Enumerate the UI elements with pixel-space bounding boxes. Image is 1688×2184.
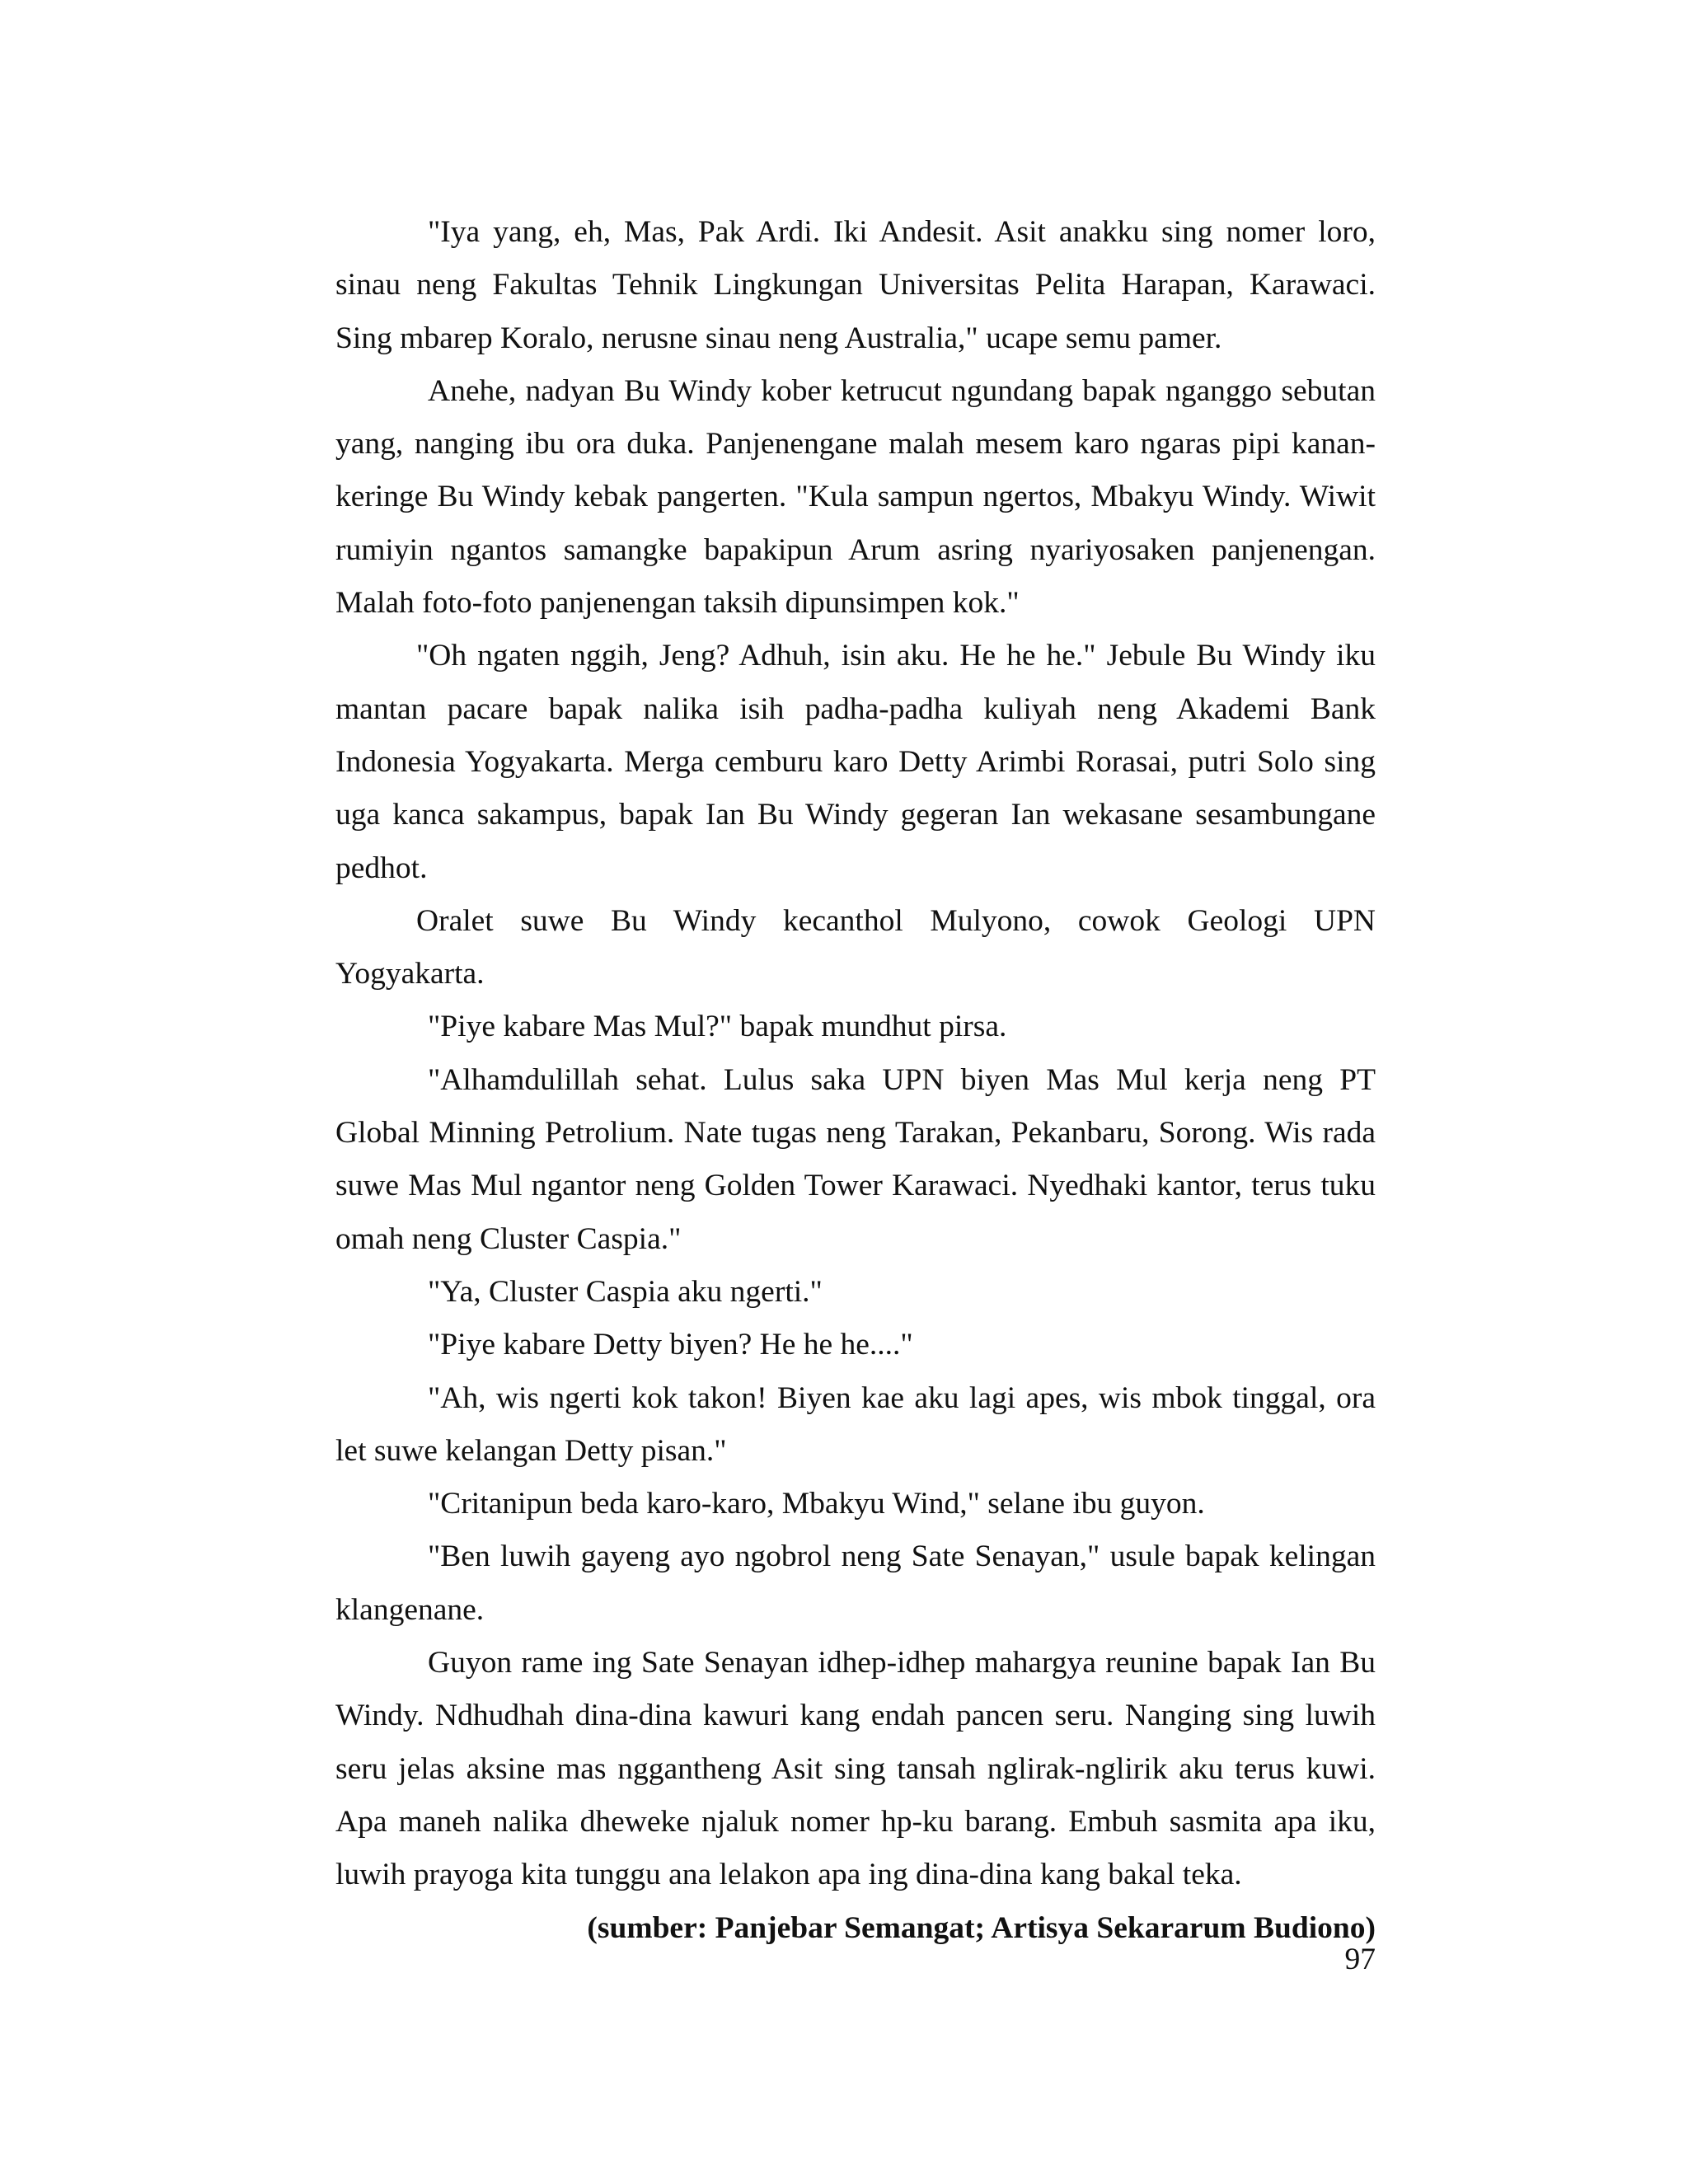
paragraph: "Ya, Cluster Caspia aku ngerti." [428,1274,823,1309]
paragraph: "Alhamdulillah sehat. Lulus saka UPN biyen Mas Mul kerja neng PT Global Minning Petrolium. Nate tugas neng Tarakan, Pekanbaru, Sorong. Wis rada suwe Mas Mul ngantor neng Golden Tower Karawaci. Nyedhaki kantor, terus tuku omah neng Cluster Caspia." [335,1062,1376,1256]
paragraph: "Critanipun beda karo-karo, Mbakyu Wind," selane ibu guyon. [428,1487,1205,1521]
paragraph: "Piye kabare Mas Mul?" bapak mundhut pirsa. [428,1010,1007,1044]
paragraph: "Ah, wis ngerti kok takon! Biyen kae aku lagi apes, wis mbok tinggal, ora let suwe kelangan Detty pisan." [335,1380,1376,1468]
source-citation: (sumber: Panjebar Semangat; Artisya Sekararum Budiono) [587,1910,1376,1945]
story-text [335,206,1376,1955]
paragraph: "Oh ngaten nggih, Jeng? Adhuh, isin aku. He he he." Jebule Bu Windy iku mantan pacare bapak nalika isih padha-padha kuliyah neng Akademi Bank Indonesia Yogyakarta. Merga cemburu karo Detty Arimbi Rorasai, putri Solo sing uga kanca sakampus, bapak Ian Bu Windy gegeran Ian wekasane sesambungane pedhot. [335,639,1376,885]
paragraph: "Iya yang, eh, Mas, Pak Ardi. Iki Andesit. Asit anakku sing nomer loro, sinau neng Fakultas Tehnik Lingkungan Universitas Pelita Harapan, Karawaci. Sing mbarep Koralo, nerusne sinau neng Australia," ucape semu pamer. [335,215,1376,355]
paragraph: "Piye kabare Detty biyen? He he he...." [428,1328,913,1362]
paragraph: Anehe, nadyan Bu Windy kober ketrucut ngundang bapak nganggo sebutan yang, nanging ibu ora duka. Panjenengane malah mesem karo ngaras pipi kanan-keringe Bu Windy kebak pangerten. "Kula sampun ngertos, Mbakyu Windy. Wiwit rumiyin ngantos samangke bapakipun Arum asring nyariyosaken panjenengan. Malah foto-foto panjenengan taksih dipunsimpen kok." [335,373,1376,621]
paragraph: Oralet suwe Bu Windy kecanthol Mulyono, cowok Geologi UPN Yogyakarta. [335,903,1376,991]
paragraph: "Ben luwih gayeng ayo ngobrol neng Sate Senayan," usule bapak kelingan klangenane. [335,1540,1376,1627]
paragraph: Guyon rame ing Sate Senayan idhep-idhep mahargya reunine bapak Ian Bu Windy. Ndhudhah dina-dina kawuri kang endah pancen seru. Nanging sing luwih seru jelas aksine mas nggantheng Asit sing tansah nglirak-nglirik aku terus kuwi. Apa maneh nalika dheweke njaluk nomer hp-ku barang. Embuh sasmita apa iku, luwih prayoga kita tunggu ana lelakon apa ing dina-dina kang bakal teka. [335,1646,1376,1892]
page-number: 97 [1344,1943,1376,1976]
